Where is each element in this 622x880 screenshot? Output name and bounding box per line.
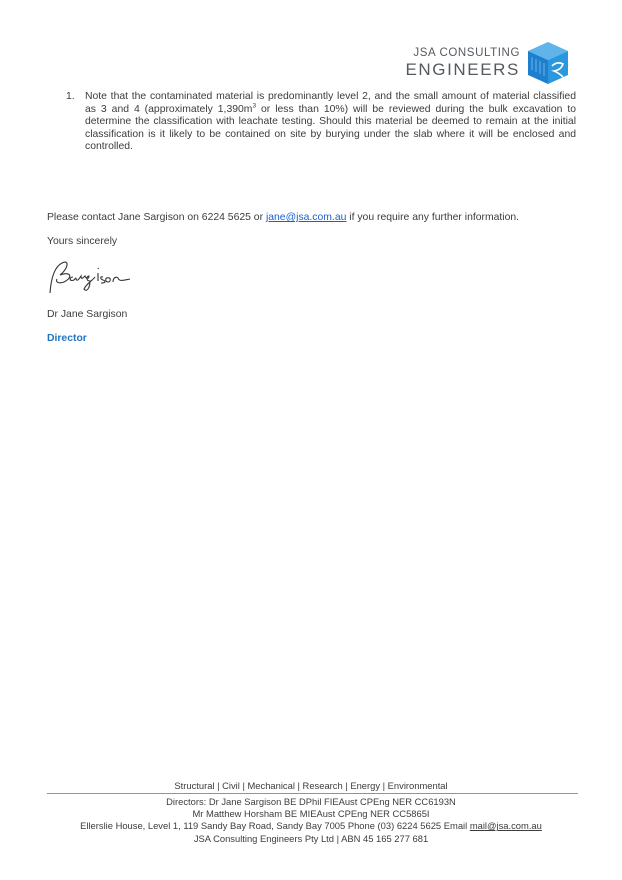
note-number: 1.	[66, 91, 75, 102]
note-text-part-2: or less than 10%) will be reviewed during the bulk excavation to determine the classification with leachate testing. Should this material be deemed to remain at the initial classification is it likely to be contained on site by burying under the slab where it will be enclosed and controlled.	[85, 103, 576, 153]
logo-line-2: ENGINEERS	[405, 60, 520, 80]
closing-text: Yours sincerely	[47, 236, 118, 247]
footer-divider	[47, 793, 578, 794]
footer-directors-1: Directors: Dr Jane Sargison BE DPhil FIEAust CPEng NER CC6193N	[166, 796, 456, 807]
footer-company: JSA Consulting Engineers Pty Ltd | ABN 45 165 277 681	[193, 832, 429, 844]
note-item	[66, 91, 576, 154]
footer	[0, 796, 622, 845]
footer-address-text: Ellerslie House, Level 1, 119 Sandy Bay Road, Sandy Bay 7005 Phone (03) 6224 5625 Email	[80, 820, 470, 832]
signer-name: Dr Jane Sargison	[47, 309, 128, 320]
footer-directors-2: Mr Matthew Horsham BE MIEAust CPEng NER CC5865I	[192, 808, 430, 820]
signer-title: Director	[47, 333, 87, 344]
logo-line-1: JSA CONSULTING	[413, 46, 520, 59]
company-logo	[405, 38, 570, 88]
contact-paragraph	[47, 212, 519, 223]
footer-address	[0, 820, 622, 832]
contact-text-after: if you require any further information.	[346, 212, 520, 223]
footer-services: Structural | Civil | Mechanical | Research | Energy | Environmental	[174, 780, 448, 791]
superscript-cubed: 3	[252, 102, 257, 110]
cube-logo-icon	[526, 40, 570, 86]
note-text-part-1: Note that the contaminated material is predominantly level 2, and the small amount of material classified as 3 and 4 (approximately 1,390m	[85, 91, 576, 115]
handwritten-signature	[46, 255, 136, 299]
logo-text	[405, 48, 520, 79]
footer-email-link[interactable]: mail@jsa.com.au	[469, 820, 542, 832]
email-link[interactable]: jane@jsa.com.au	[265, 212, 347, 223]
contact-text-before: Please contact Jane Sargison on 6224 5625 or	[47, 212, 266, 223]
note-text	[85, 91, 576, 154]
